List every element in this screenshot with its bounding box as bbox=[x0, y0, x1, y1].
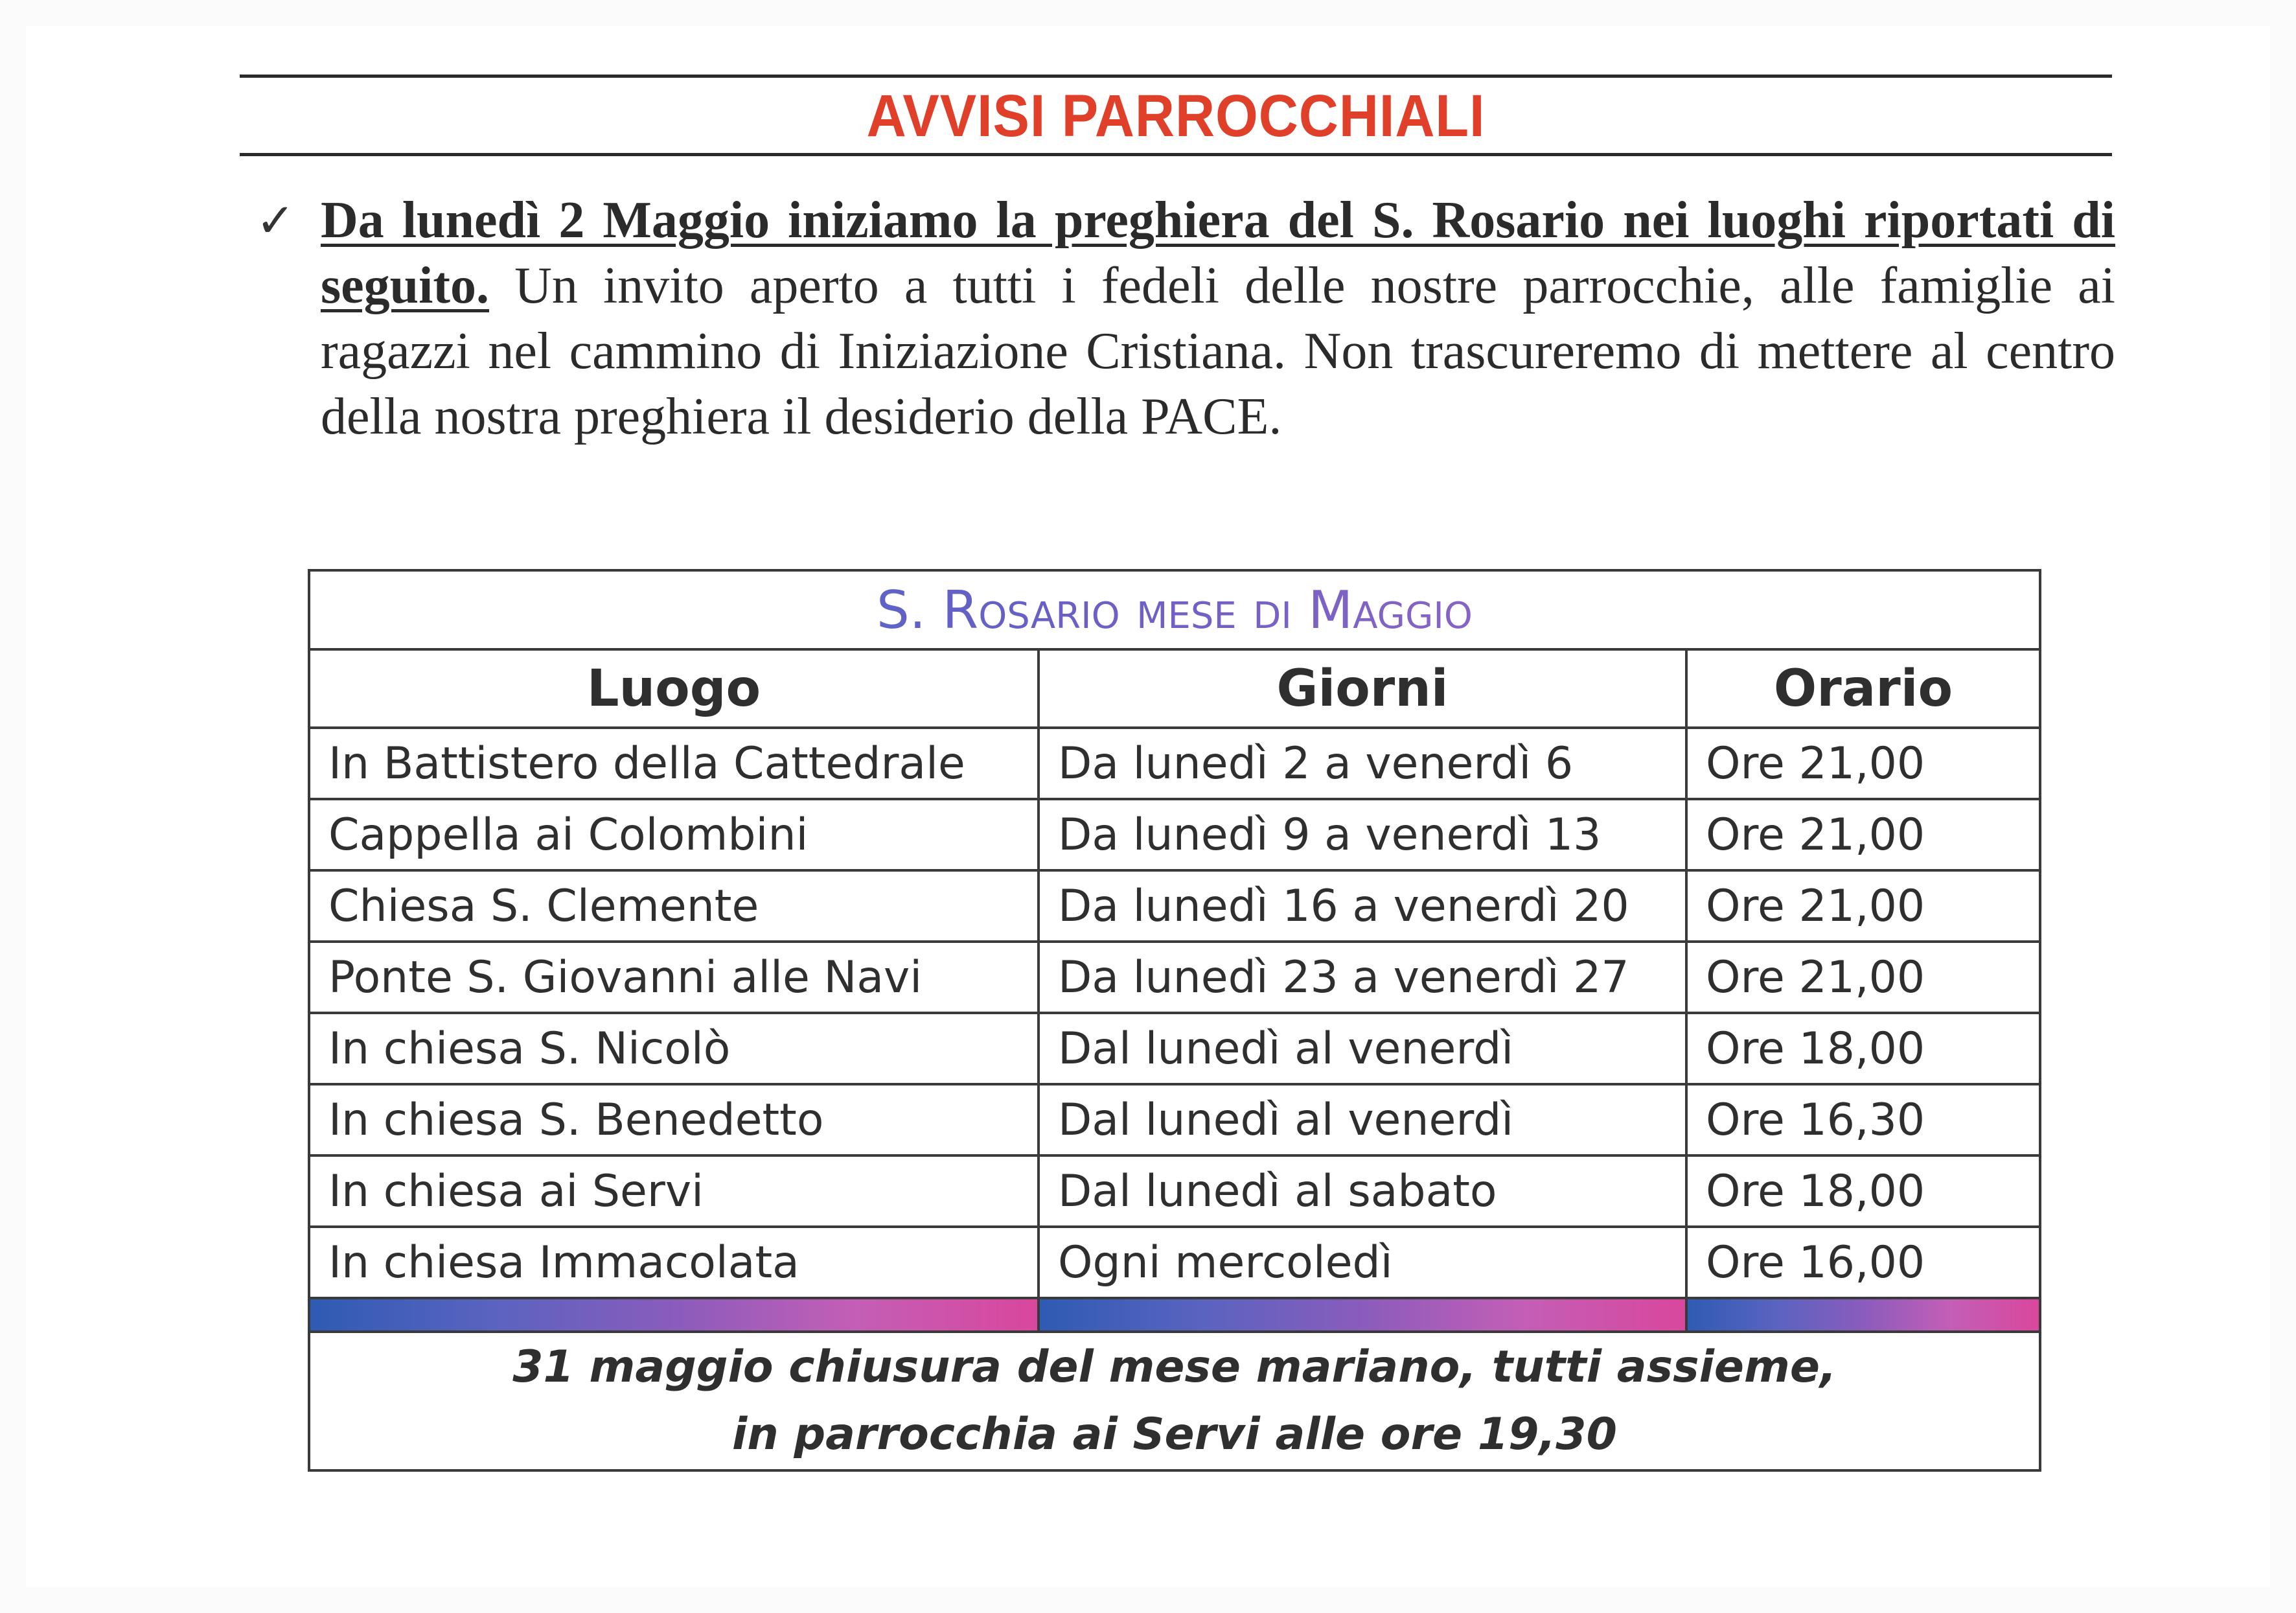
cell-orario: Ore 21,00 bbox=[1686, 870, 2040, 942]
table-caption: S. Rosario mese di Maggio bbox=[309, 570, 2040, 649]
rosary-schedule-table bbox=[308, 569, 2041, 1472]
cell-giorni: Dal lunedì al venerdì bbox=[1039, 1084, 1686, 1155]
cell-orario: Ore 21,00 bbox=[1686, 942, 2040, 1013]
cell-luogo: Cappella ai Colombini bbox=[309, 799, 1039, 870]
cell-giorni: Dal lunedì al venerdì bbox=[1039, 1013, 1686, 1084]
table-row bbox=[309, 1227, 2040, 1298]
footer-line-1: 31 maggio chiusura del mese mariano, tutti assieme, bbox=[512, 1341, 1837, 1393]
table-row bbox=[309, 1155, 2040, 1227]
table-row bbox=[309, 799, 2040, 870]
cell-giorni: Da lunedì 23 a venerdì 27 bbox=[1039, 942, 1686, 1013]
color-band-cell bbox=[1686, 1298, 2040, 1332]
notice-text bbox=[321, 188, 2115, 450]
cell-luogo: In chiesa S. Benedetto bbox=[309, 1084, 1039, 1155]
cell-luogo: Ponte S. Giovanni alle Navi bbox=[309, 942, 1039, 1013]
cell-giorni: Da lunedì 16 a venerdì 20 bbox=[1039, 870, 1686, 942]
table-footer-row bbox=[309, 1332, 2040, 1470]
cell-orario: Ore 21,00 bbox=[1686, 728, 2040, 799]
cell-orario: Ore 18,00 bbox=[1686, 1013, 2040, 1084]
table-row bbox=[309, 728, 2040, 799]
header-bottom-rule bbox=[240, 153, 2112, 156]
cell-orario: Ore 16,00 bbox=[1686, 1227, 2040, 1298]
cell-luogo: In chiesa ai Servi bbox=[309, 1155, 1039, 1227]
color-band-cell bbox=[309, 1298, 1039, 1332]
cell-luogo: In chiesa S. Nicolò bbox=[309, 1013, 1039, 1084]
page-title: AVVISI PARROCCHIALI bbox=[866, 83, 1486, 149]
cell-orario: Ore 18,00 bbox=[1686, 1155, 2040, 1227]
cell-orario: Ore 16,30 bbox=[1686, 1084, 2040, 1155]
table-caption-row bbox=[309, 570, 2040, 649]
checkmark-icon: ✓ bbox=[256, 193, 295, 248]
cell-luogo: In Battistero della Cattedrale bbox=[309, 728, 1039, 799]
cell-orario: Ore 21,00 bbox=[1686, 799, 2040, 870]
cell-luogo: Chiesa S. Clemente bbox=[309, 870, 1039, 942]
column-header-giorni: Giorni bbox=[1039, 649, 1686, 728]
color-band-row bbox=[309, 1298, 2040, 1332]
column-header-orario: Orario bbox=[1686, 649, 2040, 728]
cell-giorni: Dal lunedì al sabato bbox=[1039, 1155, 1686, 1227]
page-content bbox=[26, 26, 2270, 1587]
cell-giorni: Ogni mercoledì bbox=[1039, 1227, 1686, 1298]
table-row bbox=[309, 942, 2040, 1013]
notice-lead: Da lunedì 2 Maggio iniziamo la preghiera del S. Rosario nei luoghi riportati di seguito. bbox=[321, 192, 2115, 314]
footer-line-2: in parrocchia ai Servi alle ore 19,30 bbox=[732, 1409, 1617, 1460]
table-row bbox=[309, 1084, 2040, 1155]
cell-giorni: Da lunedì 2 a venerdì 6 bbox=[1039, 728, 1686, 799]
column-header-luogo: Luogo bbox=[309, 649, 1039, 728]
cell-giorni: Da lunedì 9 a venerdì 13 bbox=[1039, 799, 1686, 870]
cell-luogo: In chiesa Immacolata bbox=[309, 1227, 1039, 1298]
table-header-row bbox=[309, 649, 2040, 728]
header-top-rule bbox=[240, 75, 2112, 78]
table-footer bbox=[309, 1332, 2040, 1470]
notice-body: Un invito aperto a tutti i fedeli delle nostre parrocchie, alle famiglie ai ragazzi nel cammino di Iniziazione Cristiana. Non trascureremo di mettere al centro della nostra preghiera il desiderio della PACE. bbox=[321, 257, 2115, 445]
table-row bbox=[309, 1013, 2040, 1084]
table-row bbox=[309, 870, 2040, 942]
color-band-cell bbox=[1039, 1298, 1686, 1332]
